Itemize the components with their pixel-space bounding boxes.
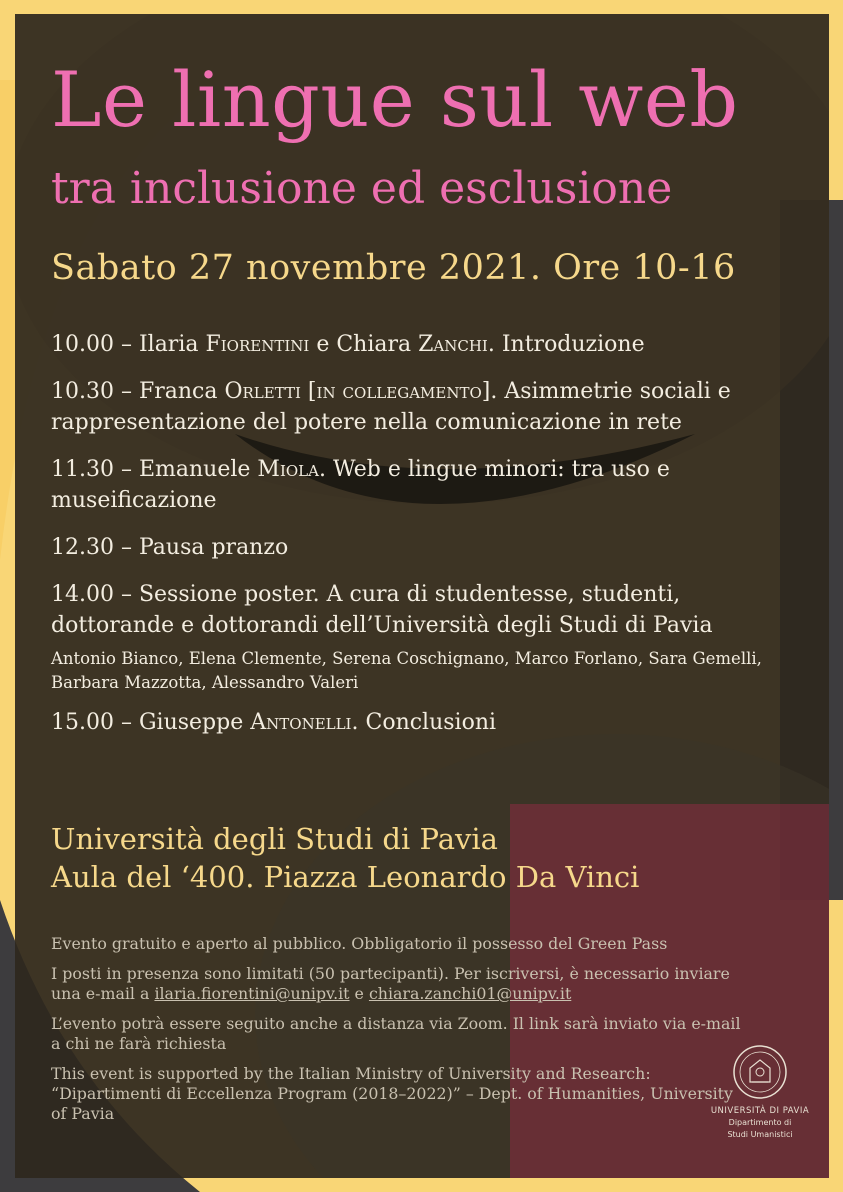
poster-panel <box>15 14 829 1178</box>
program-text: . Introduzione <box>487 332 645 357</box>
venue-line-2: Aula del ‘400. Piazza Leonardo Da Vinci <box>51 860 640 894</box>
program-list <box>51 329 781 754</box>
poster-presenters: Antonio Bianco, Elena Clemente, Serena Coschignano, Marco Forlano, Sara Gemelli, Barbara Mazzotta, Alessandro Valeri <box>51 649 762 692</box>
program-time: 10.30 – <box>51 379 139 404</box>
program-item-conclusions <box>51 707 781 738</box>
logo-department-line-1: Dipartimento di <box>728 1118 792 1127</box>
program-time: 11.30 – <box>51 457 139 482</box>
event-date: Sabato 27 novembre 2021. Ore 10-16 <box>51 248 736 288</box>
speaker-first-name: Franca <box>138 379 225 404</box>
note-funding: This event is supported by the Italian Ministry of University and Research: “Dipartimenti di Eccellenza Program (2018–2022)” – Dept. of Humanities, University of Pavia <box>51 1064 733 1123</box>
program-text: [ <box>300 379 317 404</box>
note-text: I posti in presenza sono limitati (50 partecipanti). Per iscriversi, è necessario inviare una e-mail a <box>51 964 730 1003</box>
email-link-fiorentini[interactable]: ilaria.fiorentini@unipv.it <box>154 984 350 1003</box>
page-subtitle: tra inclusione ed esclusione <box>51 163 673 214</box>
speaker-first-name: Ilaria <box>138 332 206 357</box>
remote-note: in collegamento <box>316 379 482 404</box>
venue-line-1: Università degli Studi di Pavia <box>51 822 498 856</box>
note-registration <box>51 964 741 1004</box>
program-text: . Web e lingue minori: tra uso e museificazione <box>51 457 670 513</box>
speaker-surname: Zanchi <box>418 332 488 357</box>
program-item-lunch: 12.30 – Pausa pranzo <box>51 535 289 560</box>
speaker-surname: Orletti <box>224 379 301 404</box>
program-text: e Chiara <box>309 332 419 357</box>
university-seal-icon <box>732 1044 788 1100</box>
program-item-introduction <box>51 329 781 360</box>
note-text: e <box>349 984 369 1003</box>
program-time: 15.00 – <box>51 710 139 735</box>
page-title: Le lingue sul web <box>51 55 739 144</box>
university-logo <box>705 1044 815 1140</box>
speaker-surname: Miola <box>257 457 319 482</box>
program-item-posters: 14.00 – Sessione poster. A cura di studentesse, studenti, dottorande e dottorandi dell’Università degli Studi di Pavia <box>51 582 713 638</box>
logo-university-name: UNIVERSITÀ DI PAVIA <box>710 1106 810 1116</box>
venue <box>51 820 639 896</box>
program-text: . Conclusioni <box>351 710 497 735</box>
logo-department-line-2: Studi Umanistici <box>727 1130 793 1139</box>
program-item-orletti <box>51 376 781 438</box>
email-link-zanchi[interactable]: chiara.zanchi01@unipv.it <box>368 984 572 1003</box>
note-zoom: L’evento potrà essere seguito anche a distanza via Zoom. Il link sarà inviato via e-mail a chi ne farà richiesta <box>51 1014 741 1053</box>
event-notes <box>51 934 741 1134</box>
speaker-surname: Antonelli <box>250 710 352 735</box>
program-text: ]. Asimmetrie sociali e rappresentazione del potere nella comunicazione in rete <box>51 379 731 435</box>
speaker-surname: Fiorentini <box>205 332 310 357</box>
speaker-first-name: Giuseppe <box>138 710 251 735</box>
program-time: 10.00 – <box>51 332 139 357</box>
program-item-miola <box>51 454 781 516</box>
note-free-entry: Evento gratuito e aperto al pubblico. Obbligatorio il possesso del Green Pass <box>51 934 668 953</box>
speaker-first-name: Emanuele <box>138 457 258 482</box>
